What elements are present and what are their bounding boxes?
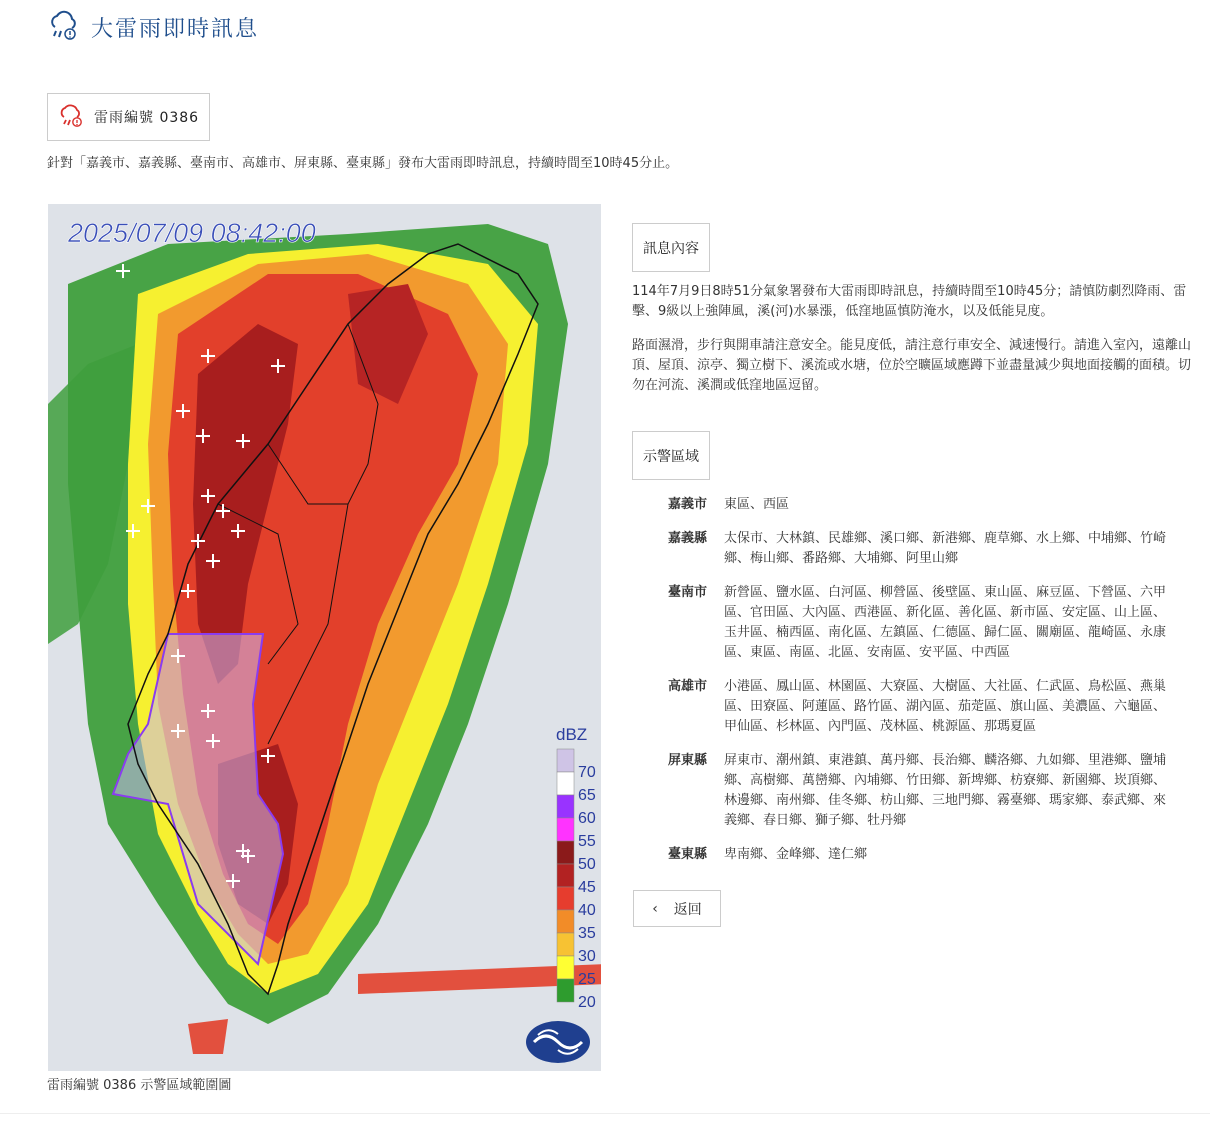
page-title: 大雷雨即時訊息 [91, 16, 260, 42]
legend-level-label: 40 [578, 902, 596, 919]
region-row [668, 529, 1188, 569]
legend-swatch [557, 864, 574, 887]
region-districts: 新營區、鹽水區、白河區、柳營區、後壁區、東山區、麻豆區、下營區、六甲區、官田區、大內區、西港區、新化區、善化區、新市區、安定區、山上區、玉井區、楠西區、南化區、左鎮區、仁德區、歸仁區、關廟區、龍崎區、永康區、東區、南區、北區、安南區、安平區、中西區 [724, 585, 1167, 660]
region-row [668, 751, 1188, 831]
legend-swatch [557, 772, 574, 795]
region-districts: 東區、西區 [724, 497, 790, 512]
legend-unit: dBZ [556, 725, 588, 744]
legend-level-label: 60 [578, 810, 596, 827]
legend-level-label: 35 [578, 925, 596, 942]
region-row [668, 583, 1188, 663]
map-caption: 雷雨編號 0386 示警區域範圍圖 [47, 1078, 232, 1093]
warning-area-heading-box [632, 431, 710, 480]
back-button[interactable] [633, 890, 721, 927]
legend-swatch [557, 910, 574, 933]
legend-level-label: 20 [578, 994, 596, 1011]
region-name: 臺東縣 [668, 847, 708, 862]
legend-swatch [557, 818, 574, 841]
thunderstorm-icon [47, 9, 79, 45]
legend-swatch [557, 887, 574, 910]
warning-id-label: 雷雨編號 0386 [94, 110, 200, 126]
legend-swatch [557, 956, 574, 979]
chevron-left-icon: ‹ [652, 900, 658, 917]
warning-region-list [668, 495, 1188, 879]
legend-swatch [557, 749, 574, 772]
page-header [47, 10, 259, 44]
back-button-label: 返回 [673, 901, 702, 918]
cwa-logo-icon [526, 1021, 590, 1063]
region-name: 臺南市 [668, 585, 708, 600]
legend-level-label: 30 [578, 948, 596, 965]
region-districts: 卑南鄉、金峰鄉、達仁鄉 [724, 847, 868, 862]
legend-swatch [557, 933, 574, 956]
region-districts: 太保市、大林鎮、民雄鄉、溪口鄉、新港鄉、鹿草鄉、水上鄉、中埔鄉、竹崎鄉、梅山鄉、番路鄉、大埔鄉、阿里山鄉 [724, 531, 1167, 566]
region-name: 高雄市 [668, 679, 708, 694]
content-paragraph-2: 路面濕滑，步行與開車請注意安全。能見度低，請注意行車安全、減速慢行。請進入室內，遠離山頂、屋頂、涼亭、獨立樹下、溪流或水塘，位於空曠區域應蹲下並盡量減少與地面接觸的面積。切勿在河流、溪澗或低窪地區逗留。 [632, 338, 1192, 393]
legend-level-label: 55 [578, 833, 596, 850]
region-row [668, 677, 1188, 737]
storm-warning-icon [58, 102, 84, 132]
region-name: 嘉義縣 [668, 531, 708, 546]
legend-level-label: 45 [578, 879, 596, 896]
legend-swatch [557, 795, 574, 818]
content-heading-box [632, 223, 710, 272]
legend-swatch [557, 979, 574, 1002]
legend-level-label: 65 [578, 787, 596, 804]
legend-level-label: 50 [578, 856, 596, 873]
legend-level-label: 25 [578, 971, 596, 988]
legend-swatch [557, 841, 574, 864]
region-name: 嘉義市 [668, 497, 708, 512]
legend-level-label: 70 [578, 764, 596, 781]
radar-timestamp: 2025/07/09 08:42:00 [68, 218, 316, 248]
region-districts: 屏東市、潮州鎮、東港鎮、萬丹鄉、長治鄉、麟洛鄉、九如鄉、里港鄉、鹽埔鄉、高樹鄉、萬巒鄉、內埔鄉、竹田鄉、新埤鄉、枋寮鄉、新園鄉、崁頂鄉、林邊鄉、南州鄉、佳冬鄉、枋山鄉、三地門鄉、霧臺鄉、瑪家鄉、泰武鄉、來義鄉、春日鄉、獅子鄉、牡丹鄉 [724, 753, 1167, 828]
region-row [668, 495, 1188, 515]
radar-map [48, 204, 601, 1071]
region-name: 屏東縣 [668, 753, 708, 768]
region-row [668, 845, 1188, 865]
warning-area-heading: 示警區域 [643, 448, 699, 465]
content-heading: 訊息內容 [643, 240, 699, 257]
region-districts: 小港區、鳳山區、林園區、大寮區、大樹區、大社區、仁武區、鳥松區、燕巢區、田寮區、阿蓮區、路竹區、湖內區、茄萣區、旗山區、美濃區、六龜區、甲仙區、杉林區、內門區、茂林區、桃源區、那瑪夏區 [724, 679, 1167, 734]
content-paragraph-1: 114年7月9日8時51分氣象署發布大雷雨即時訊息，持續時間至10時45分；請慎防劇烈降雨、雷擊、9級以上強陣風，溪(河)水暴漲，低窪地區慎防淹水，以及低能見度。 [632, 284, 1187, 319]
warning-id-badge [47, 93, 210, 141]
footer-divider [0, 1113, 1210, 1114]
intro-text: 針對「嘉義市、嘉義縣、臺南市、高雄市、屏東縣、臺東縣」發布大雷雨即時訊息，持續時間至10時45分止。 [47, 156, 679, 171]
